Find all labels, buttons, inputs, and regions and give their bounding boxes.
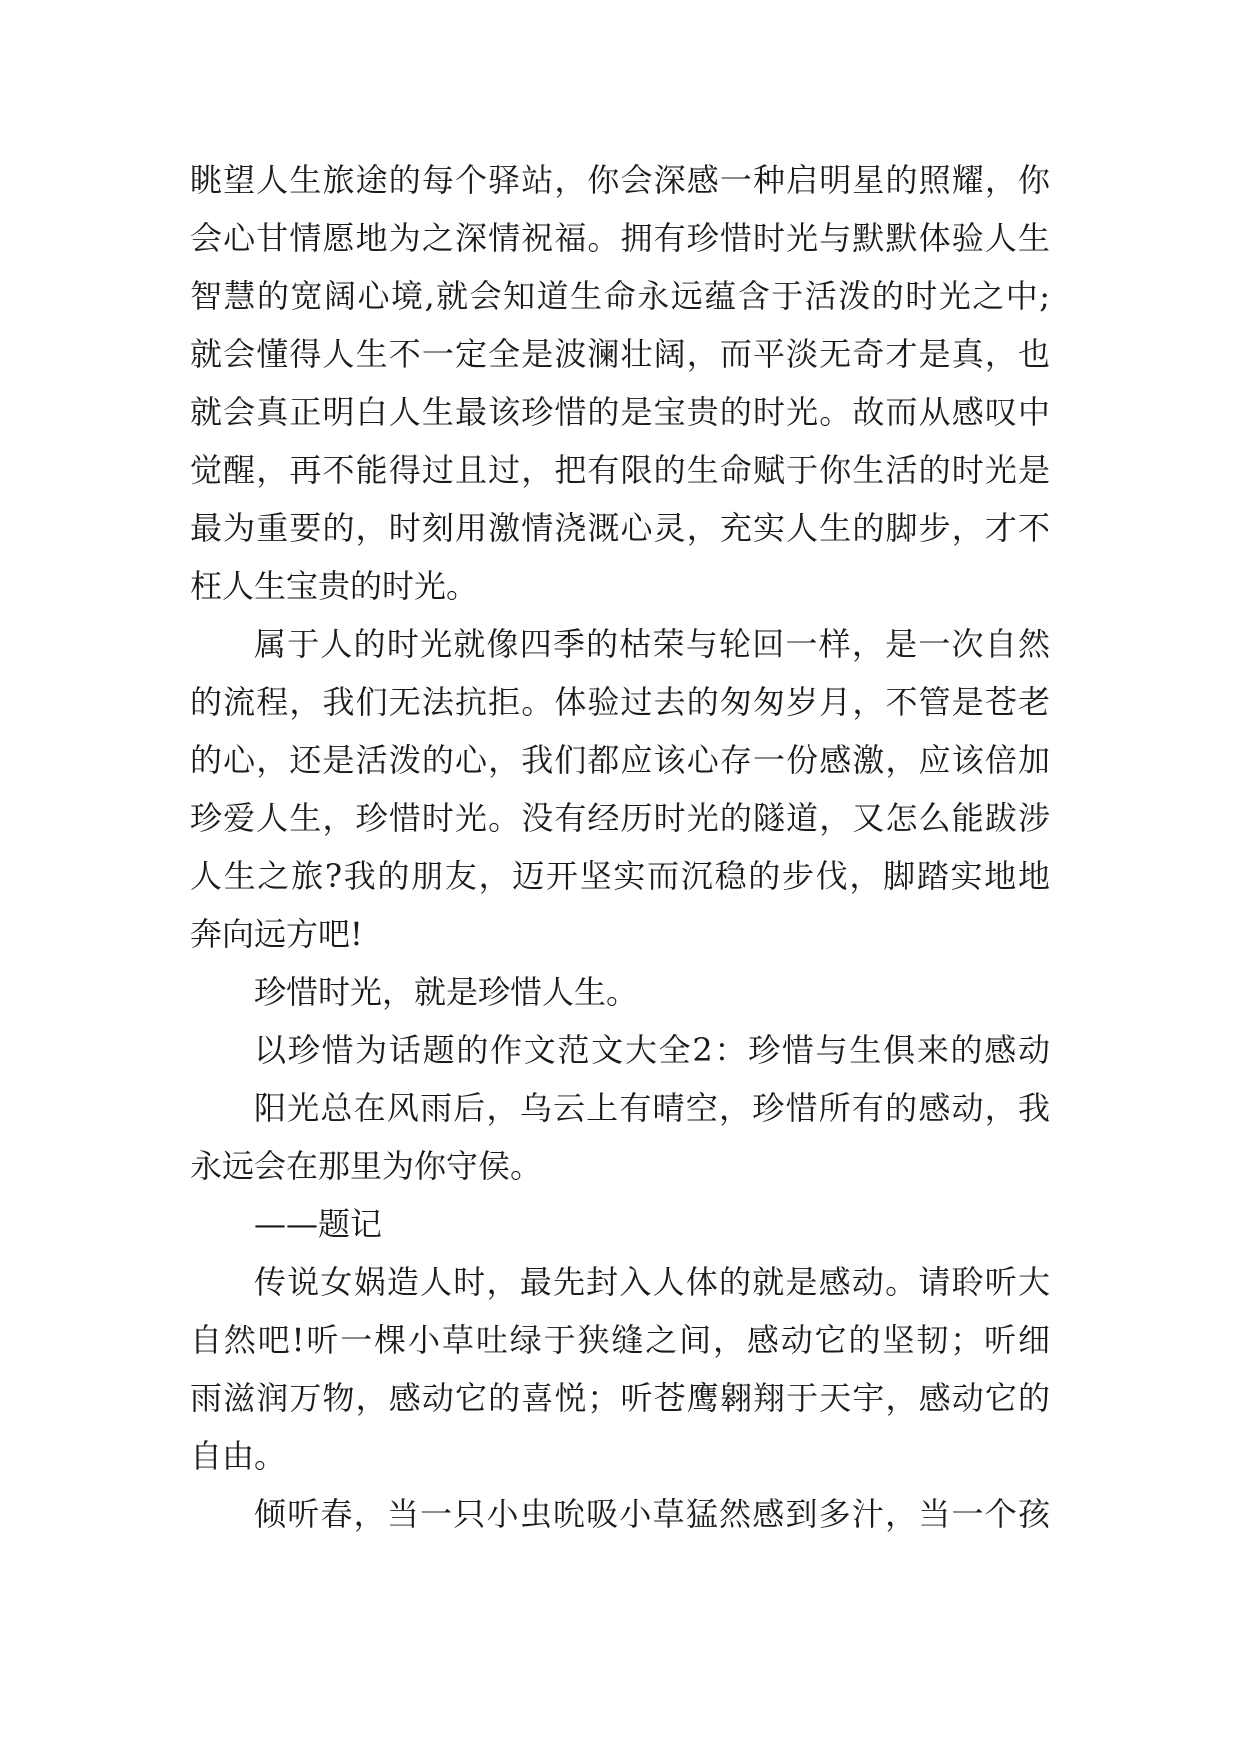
text-line: 自由。 xyxy=(190,1437,287,1475)
text-line: 的心，还是活泼的心，我们都应该心存一份感激，应该倍加 xyxy=(190,741,1050,779)
text-line: 自然吧!听一棵小草吐绿于狭缝之间，感动它的坚韧；听细 xyxy=(190,1321,1050,1359)
text-line: 奔向远方吧! xyxy=(190,915,363,953)
text-line: 珍惜时光，就是珍惜人生。 xyxy=(254,973,639,1011)
epigraph-attribution: ——题记 xyxy=(254,1205,383,1243)
text-line: 阳光总在风雨后，乌云上有晴空，珍惜所有的感动，我 xyxy=(254,1089,1050,1127)
text-line: 的流程，我们无法抗拒。体验过去的匆匆岁月，不管是苍老 xyxy=(190,683,1050,721)
text-line: 枉人生宝贵的时光。 xyxy=(190,567,479,605)
text-line: 智慧的宽阔心境,就会知道生命永远蕴含于活泼的时光之中; xyxy=(190,277,1050,315)
text-line: 雨滋润万物，感动它的喜悦；听苍鹰翱翔于天宇，感动它的 xyxy=(190,1379,1050,1417)
section-heading: 以珍惜为话题的作文范文大全2：珍惜与生俱来的感动 xyxy=(254,1031,1050,1069)
text-line: 传说女娲造人时，最先封入人体的就是感动。请聆听大 xyxy=(254,1263,1050,1301)
text-line: 眺望人生旅途的每个驿站，你会深感一种启明星的照耀，你 xyxy=(190,161,1050,199)
text-line: 属于人的时光就像四季的枯荣与轮回一样，是一次自然 xyxy=(254,625,1050,663)
text-line: 珍爱人生，珍惜时光。没有经历时光的隧道，又怎么能跋涉 xyxy=(190,799,1050,837)
text-line: 觉醒，再不能得过且过，把有限的生命赋于你生活的时光是 xyxy=(190,451,1050,489)
text-line: 人生之旅?我的朋友，迈开坚实而沉稳的步伐，脚踏实地地 xyxy=(190,857,1050,895)
text-line: 会心甘情愿地为之深情祝福。拥有珍惜时光与默默体验人生 xyxy=(190,219,1050,257)
text-line: 最为重要的，时刻用激情浇溉心灵，充实人生的脚步，才不 xyxy=(190,509,1050,547)
text-line: 就会懂得人生不一定全是波澜壮阔，而平淡无奇才是真，也 xyxy=(190,335,1050,373)
text-line: 倾听春，当一只小虫吮吸小草猛然感到多汁，当一个孩 xyxy=(254,1495,1050,1533)
text-line: 永远会在那里为你守侯。 xyxy=(190,1147,543,1185)
text-line: 就会真正明白人生最该珍惜的是宝贵的时光。故而从感叹中 xyxy=(190,393,1050,431)
